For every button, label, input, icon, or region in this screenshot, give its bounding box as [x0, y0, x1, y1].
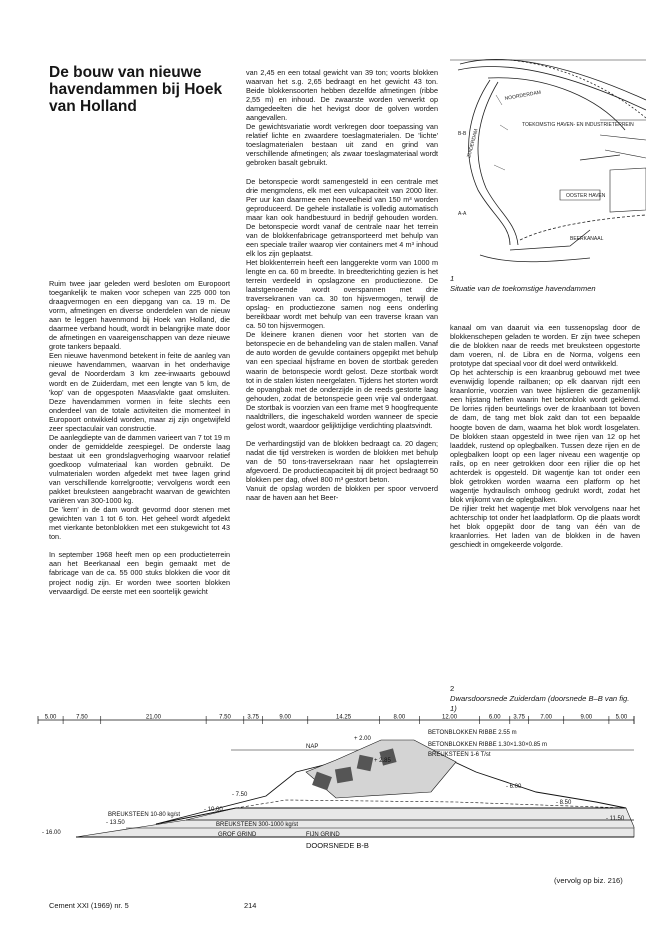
paragraph: Op het achterschip is een kraanbrug gebouwd met twee evenwijdig lopende railbanen; op elk daarvan rijdt een kraanlorrie, voorzien van twee hijslieren die gezamenlijk een hijstang heffen waarin het betonblok wordt geklemd. De lorries rijden beurtelings over de kraanbaan tot boven de dam, de tang met blok zakt dan tot een bepaalde hoogte boven de dam, waarna het blok wordt losgelaten. De blokken staan opgesteld in twee rijen van 12 op het laaddek, rustend op oplegbalken. Tussen deze rijen en de oplegbalken loopt op een lager niveau een wagentje op rails, op en neer getrokken door een rijlier die op het achterdek is opgesteld. Dit wagentje kan tot onder een blok getrokken worden waarna een platform op het wagentje hydraulisch omhoog gedrukt wordt, zodat het blok vrijkomt van de oplegbalken. — [450, 368, 640, 504]
dimension-label: 7.00 — [540, 714, 553, 721]
section-label-breuk3: BREUKSTEEN 300-1000 kg/st — [216, 822, 299, 828]
paragraph: Het blokkenterrein heeft een langgerekte vorm van 1000 m lengte en ca. 60 m breedte. In breedterichting gezien is het terrein verdeeld in opslagzone en productiezone. De laatstgenoemde wordt overspannen met drie traversekranen van ca. 30 ton hijsvermogen, terwijl de opslag- en productiezone samen nog eens onderling bereikbaar wordt met behulp van een traverse kraan van ca. 50 ton hijsvermogen. — [246, 257, 438, 331]
map-label-zuiderdam: ZUIDERDAM — [466, 128, 480, 159]
paragraph: De 'kern' in de dam wordt gevormd door stenen met gewichten van 1 tot 6 ton. Het geheel wordt afgedekt met vierkante betonblokken met een stukgewicht tot 43 ton. — [49, 505, 230, 542]
map-label-terrein: TOEKOMSTIG HAVEN- EN INDUSTRIETERREIN — [522, 122, 634, 128]
section-level: + 2.00 — [354, 736, 371, 742]
page-number: 214 — [244, 901, 257, 910]
map-label-section-bb: B-B — [458, 131, 467, 137]
section-level: - 11.50 — [606, 816, 625, 822]
section-title: DOORSNEDE B-B — [306, 841, 369, 850]
section-label-breuk2: BREUKSTEEN 10-80 kg/st — [108, 812, 181, 818]
section-level: - 10.00 — [204, 807, 223, 813]
dimension-label: 7.50 — [76, 714, 88, 721]
paragraph: Ruim twee jaar geleden werd besloten om Europoort toegankelijk te maken voor schepen van 225 000 ton draagvermogen en een diepgang van ca. 19 m. De vorm, afmetingen en diverse onderdelen van de nieuw aan te leggen havenmond bij Hoek van Holland, die daarmee verband houdt, wordt in belangrijke mate door de afmetingen en vaareigenschappen van deze nieuwe grote tankers bepaald. — [49, 279, 230, 352]
dimension-label: 9.00 — [580, 714, 593, 721]
section-label-breuk1: BREUKSTEEN 1-6 T/st — [428, 752, 491, 758]
paragraph: De rijlier trekt het wagentje met blok vervolgens naar het achterschip tot onder het laadplatform. Op die plaats wordt het blok opgepikt door de tang van één van de kraanlorries. Het laden van de blokken in de haven geschiedt in omgekeerde volgorde. — [450, 503, 640, 550]
section-label-grof: GROF GRIND — [218, 832, 257, 838]
section-label-fijn: FIJN GRIND — [306, 832, 340, 838]
figure-1-number: 1 — [450, 274, 455, 283]
section-level: - 13.50 — [106, 820, 125, 826]
dimension-label: 3.75 — [513, 714, 526, 721]
site-map-figure — [450, 40, 646, 270]
dimension-label: 3.75 — [247, 714, 260, 721]
continued-note: (vervolg op biz. 216) — [554, 876, 623, 885]
dimension-label: 12.00 — [442, 714, 458, 721]
dimension-label: 9.00 — [279, 714, 292, 721]
text-column-2 — [246, 68, 438, 502]
paragraph: De kleinere kranen dienen voor het storten van de betonspecie en de behandeling van de stalen mallen. Vanaf de auto worden de gevulde containers opgepikt met behulp van een speciaal hijsframe en boven de stortbak gereden waarin de betonspecie wordt gelost. Deze stortbak wordt tot in de stalen kisten neergelaten. Tijdens het storten wordt de opvangbak met de onderzijde in de reeds gestorte laag gehouden, zodat de betonspecie geen vrije val ondergaat. De stortbak is voorzien van een frame met 9 hoogfrequente naaldtrillers, die ingeschakeld worden wanneer de specie gelost wordt, waardoor gelijktijdige verdichting plaatsvindt. — [246, 330, 438, 430]
figure-2-caption: Dwarsdoorsnede Zuiderdam (doorsnede B–B van fig. 1) — [450, 694, 630, 713]
paragraph: In september 1968 heeft men op een productieterrein aan het Beerkanaal een begin gemaakt met de fabricage van de ca. 55 000 stuks blokken die voor dit project nodig zijn. Er worden twee soorten blokken vervaardigd. De eerste met een soortelijk gewicht — [49, 550, 230, 596]
paragraph: De aanlegdiepte van de dammen varieert van 7 tot 19 m onder de gemiddelde zeespiegel. De onderste laag bestaat uit een grondslagverhoging waarvoor relatief goedkoop vulmateriaal kan worden gebruikt. De vulmaterialen worden afgedekt met twee lagen grind van verschillende korrelgrootte; vervolgens wordt een pakket breuksteen aangebracht waarvan de gewichten variëren van 300-1000 kg. — [49, 432, 230, 506]
section-level: + 2.85 — [374, 758, 391, 764]
dimension-label: 8.00 — [393, 714, 406, 721]
dimension-label: 5.00 — [615, 714, 628, 721]
cross-section-figure — [36, 712, 646, 857]
paragraph: kanaal om van daaruit via een tussenopslag door de blokkenschepen geladen te worden. Er zijn twee schepen die de blokken naar de reeds met breuksteen opgestorte dam voeren, nl. de Libra en de Norma, volgens een prototype dat speciaal voor dit doel werd ontwikkeld. — [450, 323, 640, 369]
map-label-beerkanaal: BEERKANAAL — [570, 236, 604, 242]
section-label-blok2: BETONBLOKKEN RIBBE 1.30×1.30×0.85 m — [428, 742, 547, 748]
dimension-label: 21.00 — [145, 714, 161, 721]
figure-1-caption: Situatie van de toekomstige havendammen — [450, 284, 596, 293]
dimension-label: 7.50 — [219, 714, 231, 721]
section-level: - 7.50 — [232, 792, 248, 798]
map-label-noorderdam: NOORDERDAM — [504, 89, 542, 102]
paragraph: De betonspecie wordt samengesteld in een centrale met drie mengmolens, elk met een vulcapaciteit van 2000 liter. Per uur kan daarmee een hoeveelheid van 150 m³ worden geproduceerd. De gehele installatie is volledig automatisch maar kan ook handbestuurd in bedrijf gehouden worden. De betonspecie wordt vanaf de centrale naar het terrein van de blokkenfabricage getransporteerd met behulp van een speciale trailer waarop vier containers met 4 m³ inhoud elk los zijn geplaatst. — [246, 176, 438, 258]
map-label-haven: OOSTER HAVEN — [566, 193, 606, 199]
section-level: - 8.50 — [556, 800, 572, 806]
journal-name: Cement XXI (1969) nr. 5 — [49, 901, 129, 910]
figure-2-number: 2 — [450, 684, 455, 693]
section-level: - 6.00 — [506, 784, 522, 790]
dimension-label: 6.00 — [488, 714, 501, 721]
paragraph: Vanuit de opslag worden de blokken per spoor vervoerd naar de haven aan het Beer- — [246, 484, 438, 503]
paragraph: De verhardingstijd van de blokken bedraagt ca. 20 dagen; nadat die tijd verstreken is worden de blokken met behulp van de 50 tons-traversekraan naar het opslagterrein afgevoerd. De productiecapaciteit bij dit project bedraagt 50 blokken per dag, ofwel 800 m³ gestort beton. — [246, 438, 438, 485]
text-column-3 — [450, 323, 640, 549]
section-level: - 16.00 — [42, 830, 61, 836]
text-column-1 — [49, 279, 230, 596]
dimension-label: 5.00 — [44, 714, 57, 721]
paragraph: Een nieuwe havenmond betekent in feite de aanleg van nieuwe havendammen, waarvan in het onderhavige geval de Noorderdam 3 km zee-inwaarts gebouwd wordt en de Zuiderdam, met een lengte van 5 km, de 'kop' van de opgespoten Maasvlakte gaat omsluiten. Deze havendammen vormen in feite slechts een onderdeel van de totale activiteiten die momenteel in Europoort ontwikkeld worden, maar zij zijn ongetwijfeld zeer spectaculair van constructie. — [49, 351, 230, 433]
section-label-blok1: BETONBLOKKEN RIBBE 2.55 m — [428, 730, 517, 736]
article-title: De bouw van nieuwe havendammen bij Hoek van Holland — [49, 64, 223, 115]
map-label-section-aa: A-A — [458, 211, 467, 217]
dimension-label: 14.25 — [336, 714, 352, 721]
paragraph: van 2,45 en een totaal gewicht van 39 ton; voorts blokken waarvan het s.g. 2,65 bedraagt en het gewicht 43 ton. Beide blokkensoorten hebben dezelfde afmetingen (ribbe 2,55 m) en inhoud. De zwaarste worden verwerkt op damgedeelten die het hevigst door de golven worden aangevallen. — [246, 68, 438, 123]
paragraph: De gewichtsvariatie wordt verkregen door toepassing van relatief lichte en zwaardere toeslagmaterialen. De 'lichte' toeslagmaterialen bestaan uit zand en grind van verschillende afmetingen; als zwaar toeslagmateriaal wordt gebroken basalt gebruikt. — [246, 122, 438, 168]
section-label-nap: NAP — [306, 744, 319, 750]
